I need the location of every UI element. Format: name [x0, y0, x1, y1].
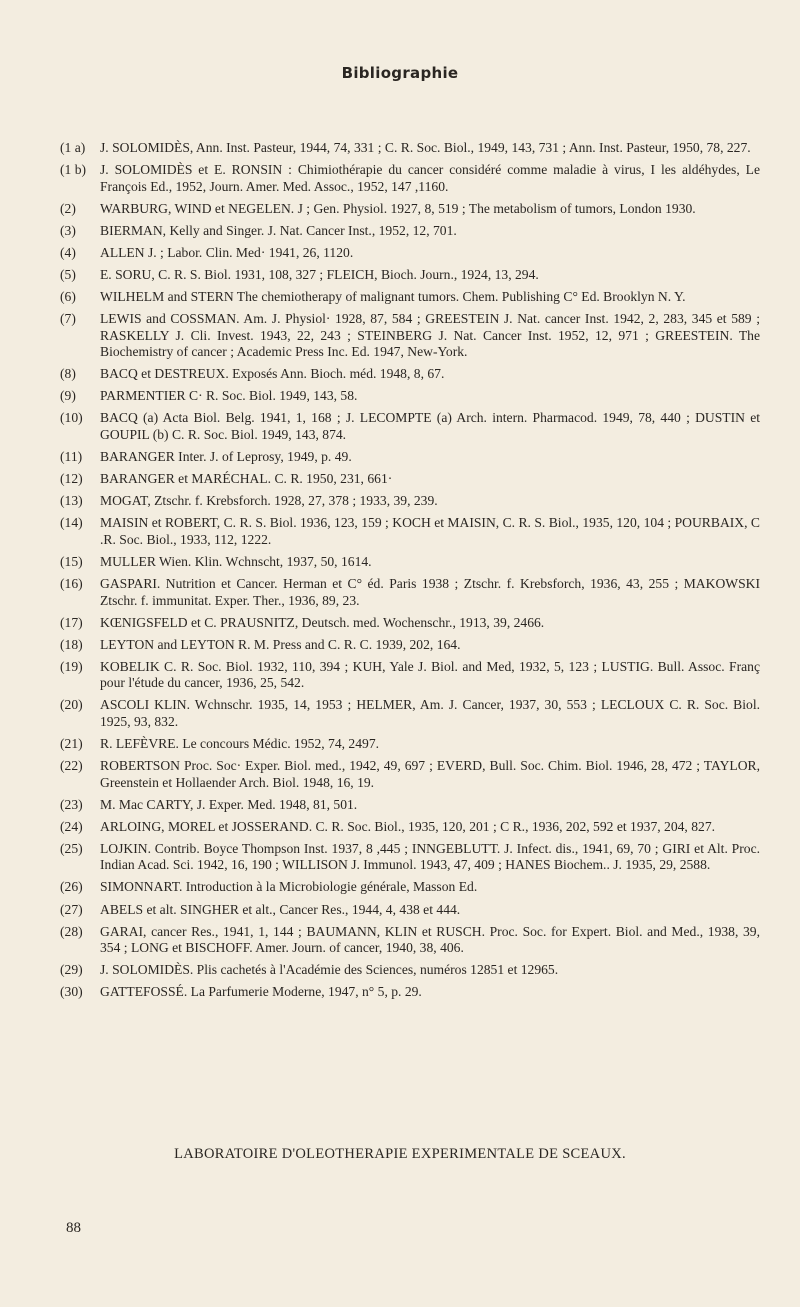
reference-item: [60, 924, 760, 957]
reference-number: (4): [60, 244, 76, 260]
reference-text: ALLEN J. ; Labor. Clin. Med· 1941, 26, 1120.: [100, 244, 354, 260]
reference-item: [60, 962, 760, 979]
reference-item: [60, 902, 760, 919]
laboratory-signature: LABORATOIRE D'OLEOTHERAPIE EXPERIMENTALE DE SCEAUX.: [174, 1146, 626, 1162]
reference-text: BACQ (a) Acta Biol. Belg. 1941, 1, 168 ; J. LECOMPTE (a) Arch. intern. Pharmacod. 1949, 78, 440 ; DUSTIN et GOUPIL (b) C. R. Soc. Biol. 1949, 143, 874.: [100, 410, 760, 442]
reference-text: GARAI, cancer Res., 1941, 1, 144 ; BAUMANN, KLIN et RUSCH. Proc. Soc. for Expert. Biol. and Med., 1938, 39, 354 ; LONG et BISCHOFF. Amer. Journ. of cancer, 1940, 38, 406.: [100, 923, 760, 956]
reference-item: [60, 797, 760, 814]
reference-number: (19): [60, 658, 83, 674]
reference-text: J. SOLOMIDÈS, Ann. Inst. Pasteur, 1944, 74, 331 ; C. R. Soc. Biol., 1949, 143, 731 ; Ann. Inst. Pasteur, 1950, 78, 227.: [100, 140, 751, 155]
reference-text: MOGAT, Ztschr. f. Krebsforch. 1928, 27, 378 ; 1933, 39, 239.: [100, 493, 438, 509]
reference-text: MULLER Wien. Klin. Wchnscht, 1937, 50, 1614.: [100, 553, 372, 569]
reference-item: [60, 736, 760, 753]
reference-text: R. LEFÈVRE. Le concours Médic. 1952, 74, 2497.: [100, 735, 380, 751]
reference-list: [60, 140, 760, 1006]
reference-number: (9): [60, 388, 76, 404]
reference-item: [60, 245, 760, 262]
reference-number: (11): [60, 449, 83, 465]
reference-item: [60, 410, 760, 443]
reference-text: PARMENTIER C· R. Soc. Biol. 1949, 143, 58.: [100, 388, 358, 404]
reference-item: [60, 758, 760, 791]
reference-item: [60, 697, 760, 730]
reference-number: (30): [60, 984, 83, 1000]
reference-number: (20): [60, 697, 83, 713]
reference-item: [60, 819, 760, 836]
reference-number: (16): [60, 576, 83, 591]
reference-item: [60, 311, 760, 361]
reference-item: [60, 289, 760, 306]
reference-item: [60, 366, 760, 383]
reference-text: ASCOLI KLIN. Wchnschr. 1935, 14, 1953 ; HELMER, Am. J. Cancer, 1937, 30, 553 ; LECLOUX C. R. Soc. Biol. 1925, 93, 832.: [100, 697, 760, 729]
reference-item: [60, 615, 760, 632]
reference-number: (28): [60, 923, 83, 939]
reference-text: WARBURG, WIND et NEGELEN. J ; Gen. Physiol. 1927, 8, 519 ; The metabolism of tumors, London 1930.: [100, 200, 696, 216]
reference-text: BIERMAN, Kelly and Singer. J. Nat. Cancer Inst., 1952, 12, 701.: [100, 222, 457, 238]
reference-number: (21): [60, 735, 83, 751]
reference-item: [60, 515, 760, 548]
reference-number: (6): [60, 289, 76, 305]
reference-item: [60, 841, 760, 874]
reference-item: [60, 449, 760, 466]
reference-number: (29): [60, 962, 83, 978]
reference-text: SIMONNART. Introduction à la Microbiologie générale, Masson Ed.: [100, 879, 478, 895]
reference-number: (7): [60, 311, 76, 327]
reference-item: [60, 223, 760, 240]
reference-text: MAISIN et ROBERT, C. R. S. Biol. 1936, 123, 159 ; KOCH et MAISIN, C. R. S. Biol., 1935, 120, 104 ; POURBAIX, C .R. Soc. Biol., 1933, 112, 1222.: [100, 515, 760, 547]
reference-item: [60, 140, 760, 157]
reference-number: (14): [60, 515, 83, 531]
reference-text: LOJKIN. Contrib. Boyce Thompson Inst. 1937, 8 ,445 ; INNGEBLUTT. J. Infect. dis., 1941, 69, 70 ; GIRI et Alt. Proc. Indian Acad. Sci. 1942, 16, 190 ; WILLISON J. Immunol. 1943, 47, 409 ; HANES Biochem.. J. 1935, 29, 2588.: [100, 840, 760, 873]
reference-item: [60, 267, 760, 284]
reference-number: (23): [60, 796, 83, 812]
reference-item: [60, 471, 760, 488]
page-number: 88: [66, 1220, 81, 1236]
reference-text: J. SOLOMIDÈS. Plis cachetés à l'Académie des Sciences, numéros 12851 et 12965.: [100, 962, 559, 978]
reference-item: [60, 659, 760, 692]
reference-text: LEYTON and LEYTON R. M. Press and C. R. C. 1939, 202, 164.: [100, 636, 461, 652]
reference-text: E. SORU, C. R. S. Biol. 1931, 108, 327 ; FLEICH, Bioch. Journ., 1924, 13, 294.: [100, 266, 539, 282]
reference-number: (27): [60, 901, 83, 917]
reference-number: (22): [60, 758, 83, 774]
reference-number: (1 b): [60, 162, 87, 178]
reference-number: (17): [60, 614, 83, 630]
page-title: Bibliographie: [341, 64, 459, 82]
reference-text: ARLOING, MOREL et JOSSERAND. C. R. Soc. Biol., 1935, 120, 201 ; C R., 1936, 202, 592 et 1937, 204, 827.: [100, 818, 716, 834]
reference-number: (12): [60, 471, 83, 487]
reference-item: [60, 984, 760, 1001]
reference-item: [60, 388, 760, 405]
reference-item: [60, 879, 760, 896]
reference-text: KOBELIK C. R. Soc. Biol. 1932, 110, 394 ; KUH, Yale J. Biol. and Med, 1932, 5, 123 ; LUSTIG. Bull. Assoc. Franç pour l'étude du cancer, 1936, 25, 542.: [100, 658, 760, 691]
reference-text: J. SOLOMIDÈS et E. RONSIN : Chimiothérapie du cancer considéré comme maladie à virus, I les aldéhydes, Le François Ed., 1952, Journ. Amer. Med. Assoc., 1952, 147 ,1160.: [100, 162, 760, 194]
reference-text: KŒNIGSFELD et C. PRAUSNITZ, Deutsch. med. Wochenschr., 1913, 39, 2466.: [100, 614, 545, 630]
reference-number: (26): [60, 879, 83, 895]
reference-text: ROBERTSON Proc. Soc· Exper. Biol. med., 1942, 49, 697 ; EVERD, Bull. Soc. Chim. Biol. 1946, 28, 472 ; TAYLOR, Greenstein et Hollaender Arch. Biol. 1948, 16, 19.: [100, 758, 760, 790]
reference-item: [60, 576, 760, 609]
reference-text: M. Mac CARTY, J. Exper. Med. 1948, 81, 501.: [100, 796, 358, 812]
reference-item: [60, 493, 760, 510]
reference-text: BARANGER et MARÉCHAL. C. R. 1950, 231, 661·: [100, 471, 393, 487]
reference-item: [60, 162, 760, 195]
reference-number: (13): [60, 493, 83, 509]
reference-text: GATTEFOSSÉ. La Parfumerie Moderne, 1947, n° 5, p. 29.: [100, 984, 422, 1000]
reference-number: (25): [60, 840, 83, 856]
reference-number: (24): [60, 818, 83, 834]
reference-text: ABELS et alt. SINGHER et alt., Cancer Res., 1944, 4, 438 et 444.: [100, 901, 461, 917]
reference-number: (1 a): [60, 140, 86, 155]
reference-item: [60, 554, 760, 571]
reference-text: BARANGER Inter. J. of Leprosy, 1949, p. 49.: [100, 449, 352, 465]
reference-text: LEWIS and COSSMAN. Am. J. Physiol· 1928, 87, 584 ; GREESTEIN J. Nat. cancer Inst. 1942, 2, 283, 345 et 589 ; RASKELLY J. Cli. Invest. 1943, 22, 243 ; STEINBERG J. Nat. Cancer Inst. 1952, 12, 971 ; GREESTEIN. The Biochemistry of cancer ; Academic Press Inc. Ed. 1947, New-York.: [100, 311, 760, 360]
reference-text: GASPARI. Nutrition et Cancer. Herman et C° éd. Paris 1938 ; Ztschr. f. Krebsforch, 1936, 43, 255 ; MAKOWSKI Ztschr. f. immunitat. Exper. Ther., 1936, 89, 23.: [100, 576, 760, 608]
reference-number: (15): [60, 553, 83, 569]
reference-text: WILHELM and STERN The chemiotherapy of malignant tumors. Chem. Publishing C° Ed. Brooklyn N. Y.: [100, 289, 686, 305]
reference-number: (8): [60, 366, 76, 382]
reference-number: (5): [60, 266, 76, 282]
reference-number: (18): [60, 636, 83, 652]
reference-number: (3): [60, 222, 76, 238]
reference-item: [60, 637, 760, 654]
reference-number: (2): [60, 200, 76, 216]
reference-item: [60, 201, 760, 218]
reference-text: BACQ et DESTREUX. Exposés Ann. Bioch. méd. 1948, 8, 67.: [100, 366, 445, 382]
reference-number: (10): [60, 410, 83, 426]
